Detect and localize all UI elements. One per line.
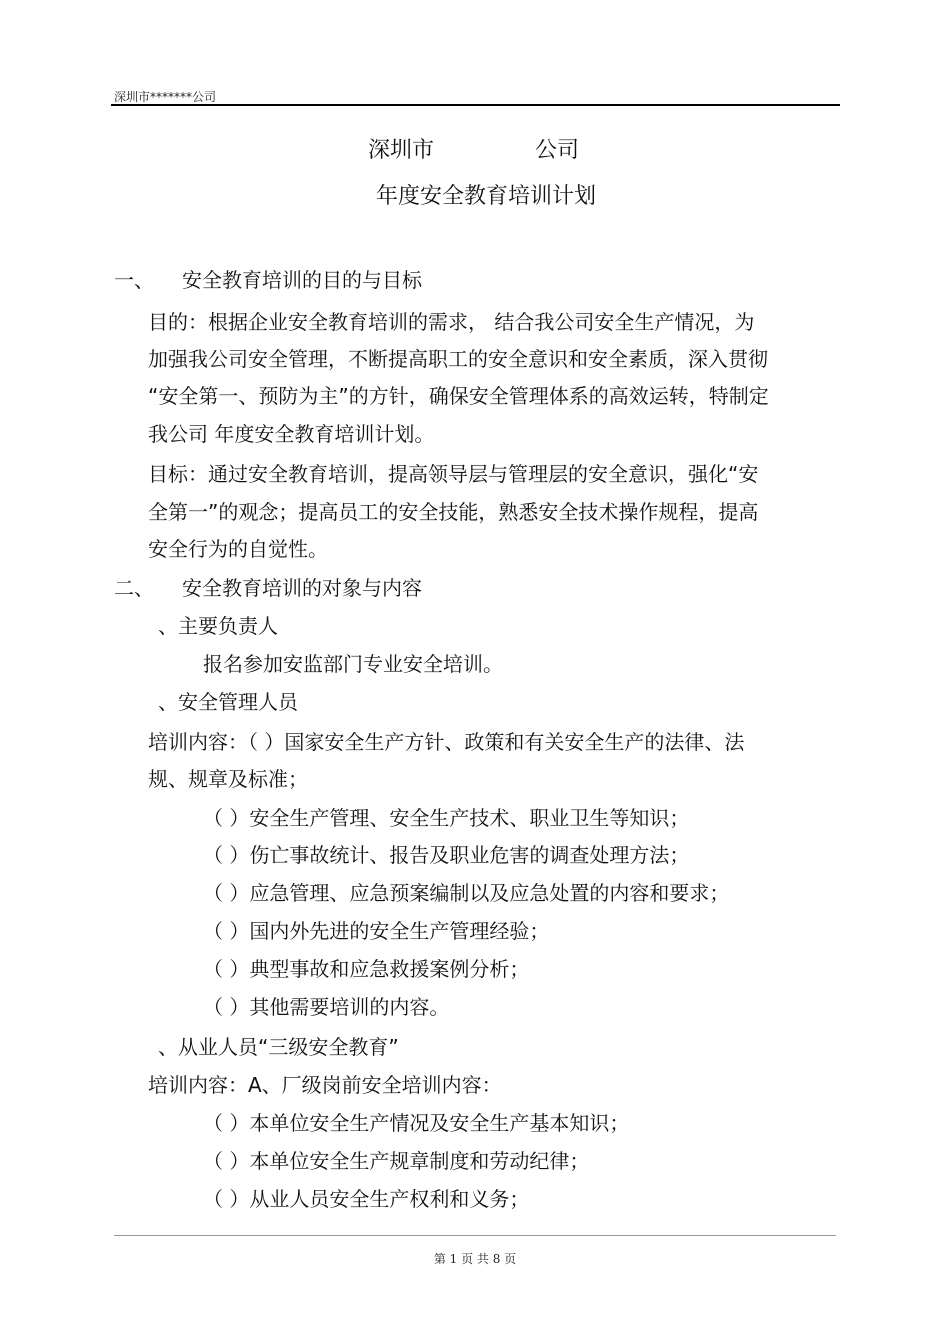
purpose-line: 目的：根据企业安全教育培训的需求， 结合我公司安全生产情况，为 — [148, 310, 755, 334]
list-item: （ ）安全生产管理、安全生产技术、职业卫生等知识； — [203, 806, 690, 830]
list-item: （ ）典型事故和应急救援案例分析； — [203, 957, 530, 981]
sub-heading-principal: 、主要负责人 — [158, 614, 278, 638]
list-item: （ ）本单位安全生产规章制度和劳动纪律； — [203, 1149, 590, 1173]
purpose-line: 我公司 年度安全教育培训计划。 — [148, 422, 435, 446]
list-item: （ ）应急管理、应急预案编制以及应急处置的内容和要求； — [203, 881, 730, 905]
list-item: （ ）其他需要培训的内容。 — [203, 995, 450, 1019]
principal-content: 报名参加安监部门专业安全培训。 — [203, 652, 503, 676]
section-2-heading: 安全教育培训的对象与内容 — [182, 576, 422, 600]
header-rule — [111, 104, 840, 106]
title-company-left: 深圳市 — [368, 138, 435, 163]
purpose-line: 加强我公司安全管理，不断提高职工的安全意识和安全素质，深入贯彻 — [148, 347, 768, 371]
section-1-number: 一、 — [114, 268, 154, 292]
page-number: 第 1 页 共 8 页 — [433, 1252, 517, 1266]
footer-rule — [114, 1235, 836, 1236]
training-content-line: 培训内容：（ ）国家安全生产方针、政策和有关安全生产的法律、法 — [148, 730, 745, 754]
list-item: （ ）伤亡事故统计、报告及职业危害的调查处理方法； — [203, 843, 690, 867]
section-2-number: 二、 — [114, 576, 154, 600]
goal-line: 安全行为的自觉性。 — [148, 537, 328, 561]
employee-training-lead: 培训内容：A、厂级岗前安全培训内容： — [148, 1073, 502, 1097]
list-item: （ ）本单位安全生产情况及安全生产基本知识； — [203, 1111, 630, 1135]
purpose-line: “安全第一、预防为主”的方针，确保安全管理体系的高效运转，特制定 — [148, 384, 769, 408]
sub-heading-employees: 、从业人员“三级安全教育” — [158, 1035, 399, 1059]
list-item: （ ）国内外先进的安全生产管理经验； — [203, 919, 550, 943]
list-item: （ ）从业人员安全生产权利和义务； — [203, 1187, 530, 1211]
sub-heading-safety-managers: 、安全管理人员 — [158, 690, 298, 714]
goal-line: 目标：通过安全教育培训，提高领导层与管理层的安全意识，强化“安 — [148, 462, 759, 486]
header-company-text: 深圳市*******公司 — [114, 90, 217, 104]
training-content-line: 规、规章及标准； — [148, 767, 308, 791]
section-1-heading: 安全教育培训的目的与目标 — [182, 268, 422, 292]
goal-line: 全第一”的观念；提高员工的安全技能，熟悉安全技术操作规程，提高 — [148, 500, 759, 524]
title-company-right: 公司 — [535, 138, 580, 163]
title-subtitle: 年度安全教育培训计划 — [376, 184, 597, 209]
